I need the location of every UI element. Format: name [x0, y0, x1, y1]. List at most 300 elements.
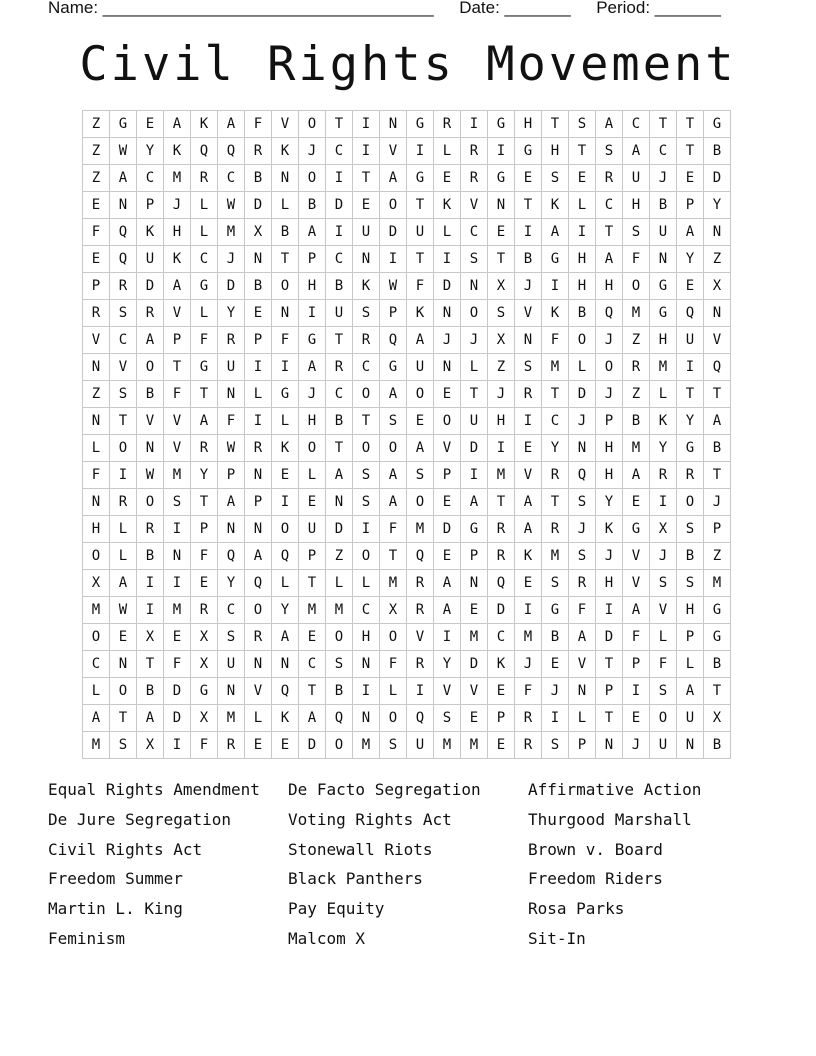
grid-cell: B: [137, 678, 164, 705]
grid-cell: T: [353, 165, 380, 192]
grid-cell: N: [677, 732, 704, 759]
grid-cell: D: [164, 705, 191, 732]
grid-cell: V: [515, 300, 542, 327]
grid-cell: R: [218, 327, 245, 354]
grid-cell: Q: [245, 570, 272, 597]
grid-cell: T: [596, 705, 623, 732]
grid-cell: V: [110, 354, 137, 381]
grid-cell: R: [650, 462, 677, 489]
grid-cell: U: [677, 327, 704, 354]
grid-cell: A: [380, 165, 407, 192]
grid-cell: D: [434, 516, 461, 543]
grid-cell: A: [326, 462, 353, 489]
grid-cell: E: [434, 165, 461, 192]
grid-cell: D: [326, 192, 353, 219]
grid-cell: T: [191, 489, 218, 516]
grid-cell: C: [488, 624, 515, 651]
grid-cell: Z: [623, 381, 650, 408]
grid-cell: M: [407, 516, 434, 543]
grid-cell: G: [488, 165, 515, 192]
grid-cell: N: [704, 219, 731, 246]
grid-cell: P: [434, 462, 461, 489]
grid-cell: J: [650, 543, 677, 570]
grid-cell: P: [218, 462, 245, 489]
grid-cell: N: [353, 705, 380, 732]
grid-cell: N: [218, 678, 245, 705]
grid-cell: N: [164, 543, 191, 570]
grid-cell: T: [272, 246, 299, 273]
grid-cell: K: [650, 408, 677, 435]
grid-cell: G: [191, 678, 218, 705]
grid-cell: L: [272, 408, 299, 435]
grid-cell: Q: [569, 462, 596, 489]
grid-cell: P: [677, 192, 704, 219]
grid-cell: O: [380, 705, 407, 732]
grid-cell: I: [569, 219, 596, 246]
grid-cell: T: [569, 138, 596, 165]
grid-cell: F: [191, 732, 218, 759]
grid-cell: J: [596, 381, 623, 408]
grid-cell: V: [704, 327, 731, 354]
grid-cell: T: [677, 381, 704, 408]
grid-cell: T: [380, 543, 407, 570]
grid-cell: P: [596, 408, 623, 435]
grid-cell: A: [434, 597, 461, 624]
grid-cell: A: [515, 489, 542, 516]
grid-cell: P: [245, 327, 272, 354]
grid-cell: S: [380, 732, 407, 759]
grid-cell: A: [110, 165, 137, 192]
grid-cell: O: [623, 273, 650, 300]
grid-cell: C: [218, 165, 245, 192]
grid-cell: V: [164, 408, 191, 435]
word-bank-item: Sit-In: [528, 928, 586, 948]
grid-cell: U: [218, 651, 245, 678]
grid-cell: G: [272, 381, 299, 408]
grid-cell: N: [110, 651, 137, 678]
word-bank-item: Rosa Parks: [528, 899, 625, 919]
grid-cell: G: [191, 354, 218, 381]
grid-cell: H: [650, 327, 677, 354]
grid-cell: Q: [218, 543, 245, 570]
grid-cell: J: [299, 138, 326, 165]
grid-cell: H: [83, 516, 110, 543]
grid-cell: I: [164, 516, 191, 543]
grid-cell: N: [272, 165, 299, 192]
word-bank-item: Equal Rights Amendment: [48, 780, 260, 799]
grid-cell: R: [677, 462, 704, 489]
grid-cell: M: [164, 165, 191, 192]
grid-cell: H: [596, 435, 623, 462]
grid-cell: I: [650, 489, 677, 516]
grid-cell: E: [434, 381, 461, 408]
grid-cell: A: [434, 570, 461, 597]
grid-cell: V: [272, 111, 299, 138]
grid-cell: H: [569, 273, 596, 300]
grid-cell: R: [245, 624, 272, 651]
grid-cell: U: [407, 732, 434, 759]
grid-cell: R: [515, 705, 542, 732]
grid-cell: D: [488, 597, 515, 624]
grid-cell: P: [380, 300, 407, 327]
grid-cell: N: [353, 651, 380, 678]
grid-cell: M: [83, 597, 110, 624]
grid-cell: G: [461, 516, 488, 543]
grid-cell: A: [677, 678, 704, 705]
grid-cell: X: [191, 705, 218, 732]
grid-cell: A: [542, 219, 569, 246]
grid-cell: I: [353, 516, 380, 543]
grid-cell: J: [515, 651, 542, 678]
grid-cell: E: [299, 489, 326, 516]
grid-cell: K: [596, 516, 623, 543]
grid-cell: K: [164, 246, 191, 273]
grid-cell: Y: [272, 597, 299, 624]
grid-cell: S: [110, 381, 137, 408]
grid-cell: R: [191, 435, 218, 462]
grid-cell: T: [596, 219, 623, 246]
grid-cell: Z: [488, 354, 515, 381]
grid-cell: K: [137, 219, 164, 246]
grid-cell: N: [245, 651, 272, 678]
grid-cell: W: [110, 138, 137, 165]
grid-cell: V: [83, 327, 110, 354]
grid-cell: N: [272, 651, 299, 678]
grid-cell: N: [434, 354, 461, 381]
grid-cell: T: [191, 381, 218, 408]
grid-cell: G: [191, 273, 218, 300]
grid-cell: T: [326, 435, 353, 462]
grid-cell: H: [596, 462, 623, 489]
grid-cell: A: [299, 705, 326, 732]
grid-cell: A: [110, 570, 137, 597]
grid-cell: O: [299, 435, 326, 462]
grid-cell: K: [515, 543, 542, 570]
grid-cell: O: [596, 354, 623, 381]
grid-cell: L: [380, 678, 407, 705]
grid-cell: D: [461, 435, 488, 462]
grid-cell: L: [326, 570, 353, 597]
grid-cell: J: [569, 408, 596, 435]
grid-cell: H: [596, 273, 623, 300]
word-bank-item: Malcom X: [288, 928, 366, 948]
grid-cell: E: [623, 489, 650, 516]
grid-cell: D: [461, 651, 488, 678]
grid-cell: I: [326, 165, 353, 192]
grid-cell: S: [110, 300, 137, 327]
grid-cell: N: [218, 516, 245, 543]
grid-cell: O: [137, 354, 164, 381]
grid-cell: S: [677, 516, 704, 543]
grid-cell: B: [299, 192, 326, 219]
grid-cell: S: [353, 489, 380, 516]
grid-cell: A: [164, 111, 191, 138]
grid-cell: B: [650, 192, 677, 219]
grid-cell: E: [488, 678, 515, 705]
grid-cell: Y: [218, 570, 245, 597]
grid-cell: F: [191, 327, 218, 354]
grid-cell: N: [110, 192, 137, 219]
grid-cell: C: [299, 651, 326, 678]
grid-cell: A: [623, 462, 650, 489]
grid-cell: T: [164, 354, 191, 381]
grid-cell: B: [704, 732, 731, 759]
grid-cell: A: [515, 516, 542, 543]
grid-cell: E: [677, 165, 704, 192]
grid-cell: T: [299, 570, 326, 597]
grid-cell: J: [569, 516, 596, 543]
grid-cell: C: [650, 138, 677, 165]
grid-cell: I: [488, 138, 515, 165]
grid-cell: B: [326, 408, 353, 435]
grid-cell: L: [83, 678, 110, 705]
grid-cell: Q: [191, 138, 218, 165]
grid-cell: M: [164, 462, 191, 489]
grid-cell: R: [245, 138, 272, 165]
grid-cell: D: [569, 381, 596, 408]
grid-cell: B: [569, 300, 596, 327]
grid-cell: C: [353, 354, 380, 381]
grid-cell: H: [164, 219, 191, 246]
grid-cell: Q: [407, 543, 434, 570]
grid-cell: S: [569, 489, 596, 516]
grid-cell: Y: [434, 651, 461, 678]
grid-cell: T: [488, 489, 515, 516]
grid-cell: G: [542, 246, 569, 273]
grid-cell: S: [542, 570, 569, 597]
grid-cell: R: [596, 165, 623, 192]
grid-cell: D: [596, 624, 623, 651]
grid-cell: I: [110, 462, 137, 489]
grid-cell: M: [299, 597, 326, 624]
grid-cell: J: [596, 543, 623, 570]
grid-cell: T: [596, 651, 623, 678]
grid-cell: V: [380, 138, 407, 165]
grid-cell: Q: [110, 246, 137, 273]
grid-cell: E: [137, 111, 164, 138]
grid-cell: I: [353, 678, 380, 705]
grid-cell: A: [191, 408, 218, 435]
grid-cell: A: [380, 381, 407, 408]
grid-cell: T: [677, 111, 704, 138]
grid-cell: L: [353, 570, 380, 597]
grid-cell: C: [191, 246, 218, 273]
grid-cell: E: [434, 489, 461, 516]
grid-cell: A: [407, 327, 434, 354]
grid-cell: N: [569, 435, 596, 462]
grid-cell: S: [569, 111, 596, 138]
grid-cell: O: [353, 435, 380, 462]
grid-cell: G: [677, 435, 704, 462]
grid-cell: V: [164, 300, 191, 327]
grid-cell: I: [245, 354, 272, 381]
grid-cell: P: [245, 489, 272, 516]
grid-cell: N: [461, 273, 488, 300]
grid-cell: A: [704, 408, 731, 435]
grid-cell: I: [677, 354, 704, 381]
grid-cell: B: [272, 219, 299, 246]
grid-cell: K: [542, 300, 569, 327]
grid-cell: Z: [704, 543, 731, 570]
grid-cell: H: [515, 111, 542, 138]
grid-cell: L: [245, 381, 272, 408]
grid-cell: Q: [407, 705, 434, 732]
grid-cell: F: [650, 651, 677, 678]
grid-cell: A: [461, 489, 488, 516]
grid-cell: U: [650, 219, 677, 246]
grid-cell: Y: [677, 246, 704, 273]
word-bank-item: De Facto Segregation: [288, 780, 481, 799]
grid-cell: O: [650, 705, 677, 732]
grid-cell: C: [353, 597, 380, 624]
name-field-label: Name: ___________________________________: [48, 0, 434, 17]
grid-cell: P: [596, 678, 623, 705]
grid-cell: Q: [272, 678, 299, 705]
grid-cell: Y: [596, 489, 623, 516]
grid-cell: V: [164, 435, 191, 462]
grid-cell: L: [110, 516, 137, 543]
grid-cell: I: [461, 462, 488, 489]
grid-cell: A: [623, 597, 650, 624]
page-title: Civil Rights Movement: [79, 37, 737, 92]
grid-cell: O: [407, 489, 434, 516]
grid-cell: R: [434, 111, 461, 138]
grid-cell: N: [83, 489, 110, 516]
grid-cell: F: [380, 516, 407, 543]
grid-cell: Z: [83, 111, 110, 138]
grid-cell: M: [326, 597, 353, 624]
grid-cell: R: [110, 273, 137, 300]
grid-cell: B: [542, 624, 569, 651]
grid-cell: L: [650, 624, 677, 651]
grid-cell: R: [137, 516, 164, 543]
grid-cell: F: [83, 219, 110, 246]
grid-cell: O: [272, 516, 299, 543]
grid-cell: I: [380, 246, 407, 273]
grid-cell: L: [434, 138, 461, 165]
grid-cell: W: [380, 273, 407, 300]
grid-cell: X: [704, 273, 731, 300]
grid-cell: U: [407, 219, 434, 246]
grid-cell: O: [110, 435, 137, 462]
grid-cell: G: [110, 111, 137, 138]
grid-cell: S: [164, 489, 191, 516]
grid-cell: V: [407, 624, 434, 651]
grid-cell: G: [380, 354, 407, 381]
grid-cell: I: [272, 354, 299, 381]
grid-cell: M: [83, 732, 110, 759]
grid-cell: F: [245, 111, 272, 138]
grid-cell: M: [461, 732, 488, 759]
grid-cell: O: [380, 192, 407, 219]
grid-cell: L: [461, 354, 488, 381]
grid-cell: F: [380, 651, 407, 678]
grid-cell: M: [623, 300, 650, 327]
student-info-header: [48, 0, 721, 19]
grid-cell: V: [434, 678, 461, 705]
grid-cell: V: [461, 192, 488, 219]
grid-cell: H: [353, 624, 380, 651]
word-bank-item: Freedom Summer: [48, 869, 183, 889]
grid-cell: K: [353, 273, 380, 300]
grid-cell: E: [83, 246, 110, 273]
grid-cell: R: [191, 597, 218, 624]
grid-cell: T: [461, 381, 488, 408]
grid-cell: I: [353, 138, 380, 165]
grid-cell: I: [488, 435, 515, 462]
grid-cell: Z: [83, 165, 110, 192]
grid-cell: Y: [650, 435, 677, 462]
grid-cell: R: [542, 516, 569, 543]
grid-cell: E: [83, 192, 110, 219]
grid-cell: M: [542, 354, 569, 381]
grid-cell: B: [623, 408, 650, 435]
grid-cell: Q: [677, 300, 704, 327]
word-bank-item: Freedom Riders: [528, 869, 663, 889]
grid-cell: Z: [83, 138, 110, 165]
grid-cell: E: [569, 165, 596, 192]
grid-cell: T: [299, 678, 326, 705]
word-bank-item: Feminism: [48, 928, 126, 948]
grid-cell: R: [83, 300, 110, 327]
grid-cell: Q: [596, 300, 623, 327]
grid-cell: C: [542, 408, 569, 435]
grid-cell: N: [245, 246, 272, 273]
grid-cell: Y: [704, 192, 731, 219]
grid-cell: S: [542, 732, 569, 759]
grid-cell: S: [623, 219, 650, 246]
grid-cell: O: [137, 489, 164, 516]
grid-cell: A: [245, 543, 272, 570]
grid-cell: M: [218, 219, 245, 246]
grid-cell: J: [596, 327, 623, 354]
grid-cell: A: [83, 705, 110, 732]
grid-cell: G: [650, 300, 677, 327]
grid-cell: A: [596, 111, 623, 138]
grid-cell: F: [164, 381, 191, 408]
grid-cell: R: [515, 732, 542, 759]
word-bank-item: De Jure Segregation: [48, 809, 232, 829]
grid-cell: B: [245, 165, 272, 192]
grid-cell: A: [299, 354, 326, 381]
word-bank-item: Martin L. King: [48, 899, 183, 919]
grid-cell: E: [110, 624, 137, 651]
grid-cell: O: [326, 732, 353, 759]
grid-cell: D: [299, 732, 326, 759]
grid-cell: J: [299, 381, 326, 408]
grid-cell: I: [542, 273, 569, 300]
grid-cell: G: [407, 111, 434, 138]
grid-cell: S: [353, 300, 380, 327]
grid-cell: E: [407, 408, 434, 435]
grid-cell: I: [137, 570, 164, 597]
grid-cell: I: [272, 489, 299, 516]
grid-cell: P: [677, 624, 704, 651]
grid-cell: D: [380, 219, 407, 246]
grid-cell: M: [515, 624, 542, 651]
grid-cell: J: [704, 489, 731, 516]
grid-cell: E: [245, 300, 272, 327]
grid-cell: S: [218, 624, 245, 651]
grid-cell: J: [650, 165, 677, 192]
grid-cell: I: [164, 570, 191, 597]
grid-cell: X: [380, 597, 407, 624]
grid-cell: M: [704, 570, 731, 597]
grid-cell: S: [488, 300, 515, 327]
grid-cell: Z: [326, 543, 353, 570]
grid-cell: A: [218, 111, 245, 138]
grid-cell: H: [569, 246, 596, 273]
